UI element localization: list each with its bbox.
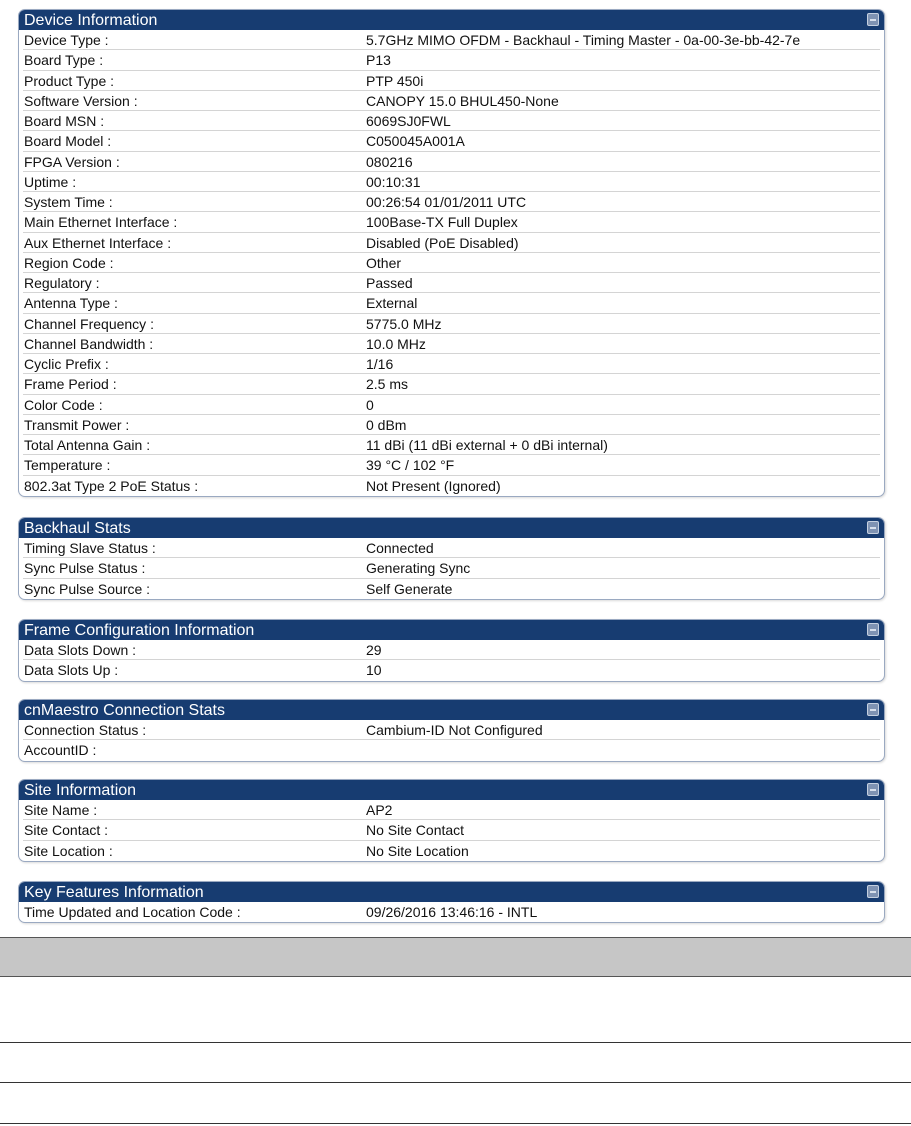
collapse-icon[interactable] bbox=[867, 13, 879, 26]
info-row bbox=[23, 841, 880, 861]
key-features-information-panel bbox=[18, 881, 885, 923]
row-value: C050045A001A bbox=[366, 133, 465, 150]
row-label: Board Type : bbox=[24, 52, 104, 69]
info-row bbox=[23, 395, 880, 415]
row-value: 39 °C / 102 °F bbox=[366, 457, 455, 474]
cnmaestro-connection-stats-panel bbox=[18, 699, 885, 762]
info-row bbox=[23, 415, 880, 435]
info-row bbox=[23, 253, 880, 273]
row-value: Disabled (PoE Disabled) bbox=[366, 234, 519, 251]
collapse-icon[interactable] bbox=[867, 623, 879, 636]
row-value: 0 dBm bbox=[366, 416, 407, 433]
info-row bbox=[23, 111, 880, 131]
panel-header bbox=[19, 10, 884, 30]
row-label: 802.3at Type 2 PoE Status : bbox=[24, 477, 199, 494]
info-row bbox=[23, 902, 880, 922]
row-label: Aux Ethernet Interface : bbox=[24, 234, 172, 251]
panel-title: Key Features Information bbox=[24, 884, 204, 901]
row-value: 10.0 MHz bbox=[366, 335, 426, 352]
panel-title: Site Information bbox=[24, 782, 137, 799]
row-label: Main Ethernet Interface : bbox=[24, 214, 178, 231]
info-row bbox=[23, 314, 880, 334]
row-value: 5775.0 MHz bbox=[366, 315, 442, 332]
row-value: Cambium-ID Not Configured bbox=[366, 722, 543, 738]
row-value: 0 bbox=[366, 396, 374, 413]
row-value: 29 bbox=[366, 642, 382, 658]
row-label: Data Slots Up : bbox=[24, 662, 119, 679]
info-row bbox=[23, 660, 880, 680]
row-label: Board MSN : bbox=[24, 113, 105, 129]
info-row bbox=[23, 579, 880, 599]
row-value: 00:10:31 bbox=[366, 173, 421, 190]
row-label: Software Version : bbox=[24, 92, 138, 109]
row-label: Site Name : bbox=[24, 802, 98, 818]
document-table-row bbox=[0, 1083, 911, 1124]
row-label: Board Model : bbox=[24, 133, 112, 150]
info-row bbox=[23, 640, 880, 660]
row-value: 10 bbox=[366, 662, 382, 679]
row-label: Color Code : bbox=[24, 396, 103, 413]
row-label: Sync Pulse Status : bbox=[24, 560, 146, 577]
row-label: Device Type : bbox=[24, 32, 109, 48]
document-table bbox=[0, 937, 911, 1124]
row-value: 100Base-TX Full Duplex bbox=[366, 214, 518, 231]
row-label: Sync Pulse Source : bbox=[24, 580, 151, 597]
row-value: PTP 450i bbox=[366, 72, 424, 89]
row-label: Region Code : bbox=[24, 254, 114, 271]
panel-header bbox=[19, 882, 884, 902]
info-row bbox=[23, 273, 880, 293]
info-row bbox=[23, 152, 880, 172]
panel-header bbox=[19, 700, 884, 720]
info-row bbox=[23, 740, 880, 760]
row-value: P13 bbox=[366, 52, 391, 69]
info-row bbox=[23, 538, 880, 558]
row-value: Not Present (Ignored) bbox=[366, 477, 501, 494]
row-label: Timing Slave Status : bbox=[24, 540, 156, 556]
info-row bbox=[23, 476, 880, 496]
row-label: Cyclic Prefix : bbox=[24, 356, 109, 372]
info-row bbox=[23, 30, 880, 50]
row-label: Product Type : bbox=[24, 72, 115, 89]
collapse-icon[interactable] bbox=[867, 783, 879, 796]
panel-header bbox=[19, 780, 884, 800]
row-label: Uptime : bbox=[24, 173, 77, 190]
info-row bbox=[23, 71, 880, 91]
row-label: FPGA Version : bbox=[24, 153, 120, 170]
row-value: 1/16 bbox=[366, 356, 394, 372]
row-value: AP2 bbox=[366, 802, 393, 818]
row-label: Regulatory : bbox=[24, 275, 100, 291]
panel-title: Backhaul Stats bbox=[24, 520, 131, 537]
panel-title: cnMaestro Connection Stats bbox=[24, 702, 225, 719]
info-row bbox=[23, 820, 880, 840]
row-value: 2.5 ms bbox=[366, 376, 409, 393]
row-label: System Time : bbox=[24, 194, 113, 210]
row-value: CANOPY 15.0 BHUL450-None bbox=[366, 92, 559, 109]
document-table-row bbox=[0, 977, 911, 1043]
collapse-icon[interactable] bbox=[867, 521, 879, 534]
info-row bbox=[23, 91, 880, 111]
info-row bbox=[23, 720, 880, 740]
row-value: No Site Location bbox=[366, 842, 469, 859]
row-label: Time Updated and Location Code : bbox=[24, 904, 241, 920]
info-row bbox=[23, 354, 880, 374]
row-value: 6069SJ0FWL bbox=[366, 113, 451, 129]
info-row bbox=[23, 131, 880, 151]
row-label: Total Antenna Gain : bbox=[24, 437, 151, 453]
site-information-panel bbox=[18, 779, 885, 862]
collapse-icon[interactable] bbox=[867, 703, 879, 716]
info-row bbox=[23, 172, 880, 192]
row-label: Frame Period : bbox=[24, 376, 117, 393]
row-label: Channel Bandwidth : bbox=[24, 335, 154, 352]
row-value: Self Generate bbox=[366, 580, 453, 597]
info-row bbox=[23, 374, 880, 394]
row-value: External bbox=[366, 295, 418, 312]
row-value: 11 dBi (11 dBi external + 0 dBi internal) bbox=[366, 437, 608, 453]
panel-header bbox=[19, 518, 884, 538]
panel-header bbox=[19, 620, 884, 640]
row-value: Passed bbox=[366, 275, 413, 291]
info-row bbox=[23, 334, 880, 354]
row-value: Generating Sync bbox=[366, 560, 471, 577]
info-row bbox=[23, 435, 880, 455]
document-table-row bbox=[0, 1043, 911, 1083]
row-label: Data Slots Down : bbox=[24, 642, 137, 658]
row-label: Transmit Power : bbox=[24, 416, 130, 433]
row-label: Site Contact : bbox=[24, 822, 109, 839]
row-value: 09/26/2016 13:46:16 - INTL bbox=[366, 904, 538, 920]
row-label: Channel Frequency : bbox=[24, 315, 154, 332]
info-row bbox=[23, 192, 880, 212]
frame-configuration-information-panel bbox=[18, 619, 885, 682]
row-value: 080216 bbox=[366, 153, 413, 170]
info-row bbox=[23, 800, 880, 820]
document-table-header bbox=[0, 937, 911, 977]
info-row bbox=[23, 212, 880, 232]
row-value: 5.7GHz MIMO OFDM - Backhaul - Timing Master - 0a-00-3e-bb-42-7e bbox=[366, 32, 801, 48]
panel-title: Frame Configuration Information bbox=[24, 622, 255, 639]
info-row bbox=[23, 558, 880, 578]
info-row bbox=[23, 50, 880, 70]
row-value: 00:26:54 01/01/2011 UTC bbox=[366, 194, 527, 210]
info-row bbox=[23, 455, 880, 475]
row-label: Temperature : bbox=[24, 457, 111, 474]
device-information-panel bbox=[18, 9, 885, 497]
row-value: Connected bbox=[366, 540, 434, 556]
collapse-icon[interactable] bbox=[867, 885, 879, 898]
row-label: Connection Status : bbox=[24, 722, 147, 738]
row-label: AccountID : bbox=[24, 742, 97, 759]
row-value: No Site Contact bbox=[366, 822, 465, 839]
row-value: Other bbox=[366, 254, 402, 271]
backhaul-stats-panel bbox=[18, 517, 885, 600]
panel-title: Device Information bbox=[24, 12, 158, 29]
row-label: Site Location : bbox=[24, 842, 113, 859]
info-row bbox=[23, 233, 880, 253]
row-label: Antenna Type : bbox=[24, 295, 118, 312]
info-row bbox=[23, 293, 880, 313]
